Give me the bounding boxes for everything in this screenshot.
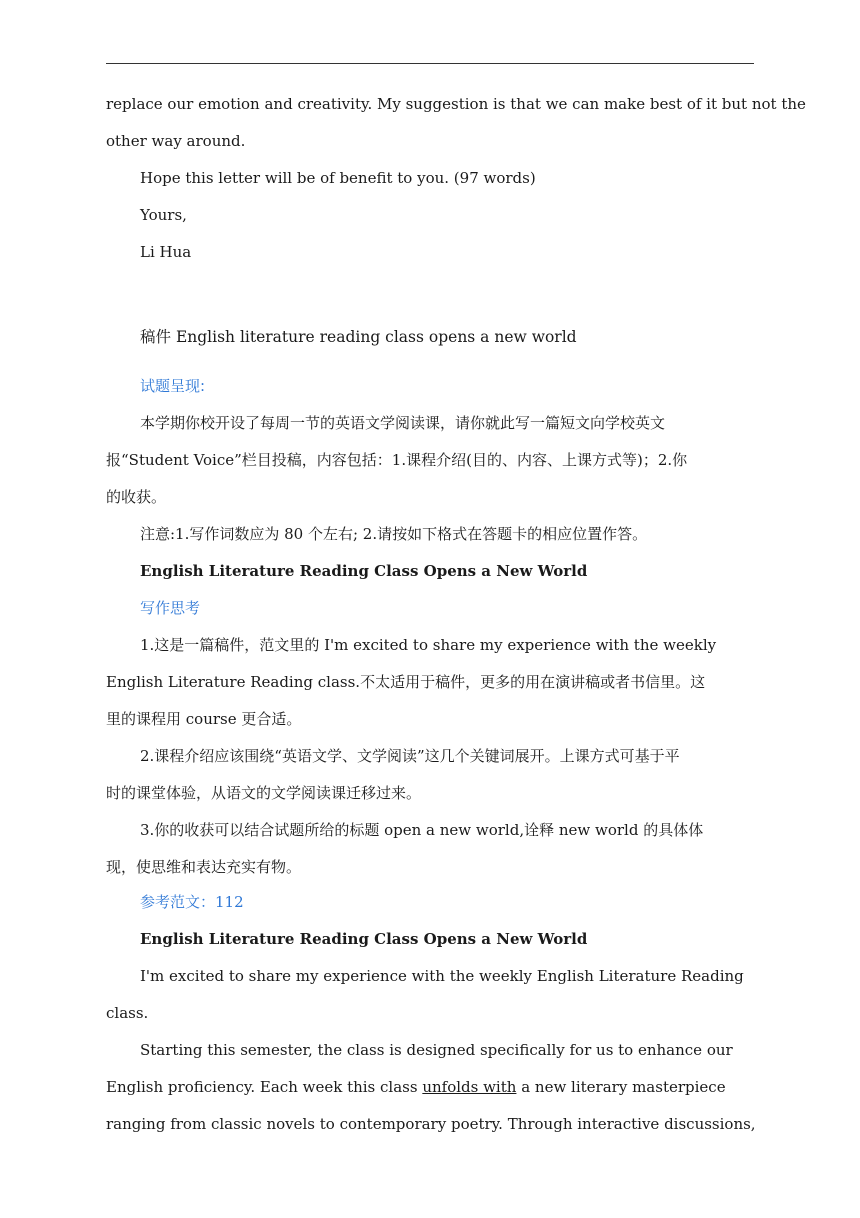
reference-text-line: class.	[106, 1004, 149, 1022]
reference-text-line	[106, 1074, 754, 1100]
task-heading: 试题呈现:	[140, 377, 206, 395]
task-text-line: 的收获。	[106, 488, 167, 506]
task-essay-title: English Literature Reading Class Opens a New World	[140, 562, 588, 580]
manuscript-label: 稿件	[140, 328, 172, 346]
thinking-heading: 写作思考	[140, 599, 201, 617]
manuscript-heading	[140, 324, 754, 350]
thinking-text-line: 时的课堂体验，从语文的文学阅读课迁移过来。	[106, 784, 422, 802]
thinking-text-line: 现，使思维和表达充实有物。	[106, 858, 302, 876]
reference-text-line: I'm excited to share my experience with the weekly English Literature Reading	[140, 967, 744, 985]
manuscript-title: English literature reading class opens a new world	[175, 328, 577, 346]
letter-closing: Yours,	[140, 206, 187, 224]
reference-title: English Literature Reading Class Opens a New World	[140, 930, 588, 948]
task-text-line: 报“Student Voice”栏目投稿，内容包括：1.课程介绍(目的、内容、上课方式等)；2.你	[106, 451, 688, 469]
letter-text-line: replace our emotion and creativity. My suggestion is that we can make best of it but not the	[106, 95, 806, 113]
reference-heading: 参考范文：112	[140, 893, 244, 911]
thinking-text-line: 2.课程介绍应该围绕“英语文学、文学阅读”这几个关键词展开。上课方式可基于平	[140, 747, 680, 765]
reference-text-line: Starting this semester, the class is designed specifically for us to enhance our	[140, 1041, 733, 1059]
letter-benefit-line: Hope this letter will be of benefit to you. (97 words)	[140, 169, 536, 187]
letter-text-line: other way around.	[106, 132, 246, 150]
thinking-text-line: English Literature Reading class.不太适用于稿件，更多的用在演讲稿或者书信里。这	[106, 673, 706, 691]
task-note: 注意:1.写作词数应为 80 个左右; 2.请按如下格式在答题卡的相应位置作答。	[140, 525, 648, 543]
task-text-line: 本学期你校开设了每周一节的英语文学阅读课，请你就此写一篇短文向学校英文	[140, 414, 666, 432]
thinking-text-line: 1.这是一篇稿件，范文里的 I'm excited to share my experience with the weekly	[140, 636, 717, 654]
letter-signature: Li Hua	[140, 243, 192, 261]
header-rule	[106, 63, 754, 64]
reference-text-line: ranging from classic novels to contemporary poetry. Through interactive discussions,	[106, 1115, 756, 1133]
reference-text-segment: a new literary masterpiece	[516, 1078, 726, 1096]
thinking-text-line: 里的课程用 course 更合适。	[106, 710, 302, 728]
underlined-phrase: unfolds with	[422, 1078, 517, 1096]
reference-text-segment: English proficiency. Each week this class	[106, 1078, 423, 1096]
thinking-text-line: 3.你的收获可以结合试题所给的标题 open a new world,诠释 new world 的具体体	[140, 821, 704, 839]
